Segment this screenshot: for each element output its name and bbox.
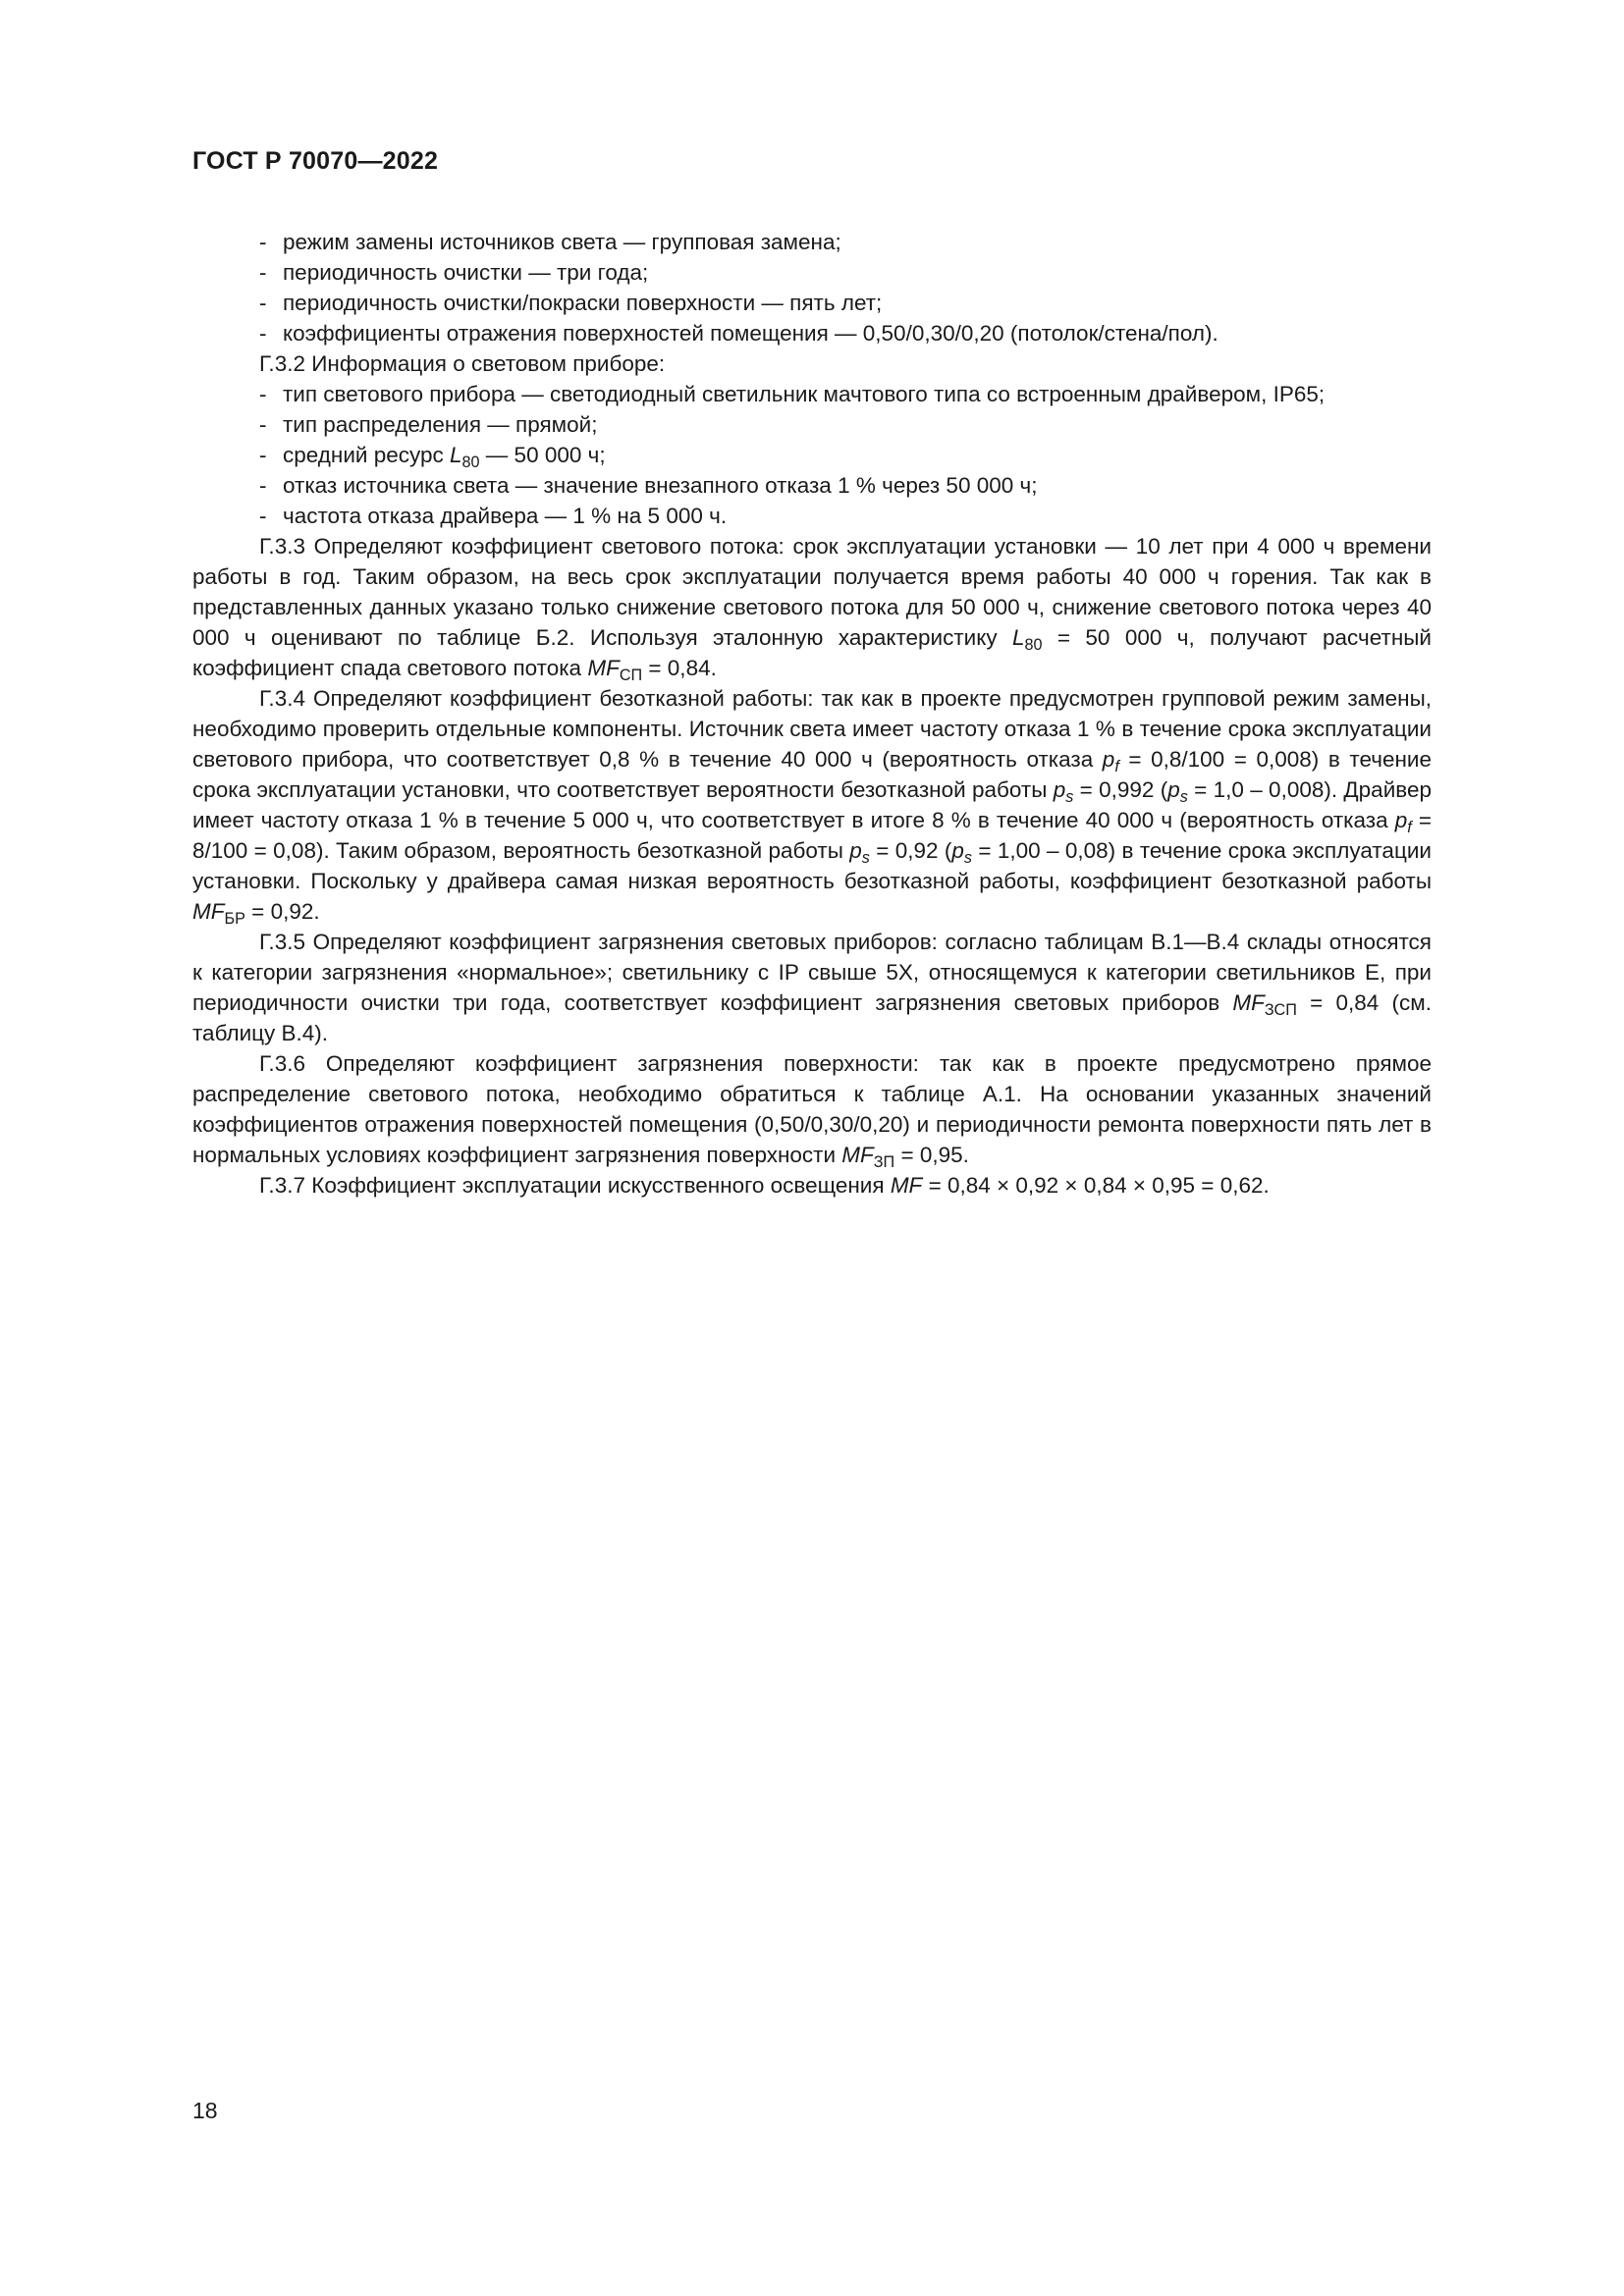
paragraph-g34: Г.3.4 Определяют коэффициент безотказной работы: так как в проекте предусмотрен групповой режим замены, необходимо проверить отдельные компоненты. Источник света имеет частоту отказа 1 % в течение срока эксплуатации светового прибора, что соответствует 0,8 % в течение 40 000 ч (вероятность отказа $p_f = 0,8/100 = 0,008$) в течение срока эксплуатации установки, что соответствует вероятности безотказной работы $p_s = 0,992$ $(p_s = 1,0 - 0,008)$. Драйвер имеет частоту отказа 1 % в течение 5 000 ч, что соответствует в итоге 8 % в течение 40 000 ч (вероятность отказа $p_f = 8/100 = 0,08$). Таким образом, вероятность безотказной работы $p_s = 0,92$ $(p_s = 1,00 - 0,08)$ в течение срока эксплуатации установки. Поскольку у драйвера самая низкая вероятность безотказной работы, коэффициент безотказной работы $MF_{БР} = 0,92$. [192,686,1432,928]
document-code-header: ГОСТ Р 70070—2022 [192,147,439,175]
paragraph-g36: Г.3.6 Определяют коэффициент загрязнения поверхности: так как в проекте предусмотрено прямое распределение светового потока, необходимо обратиться к таблице А.1. На основании указанных значений коэффициентов отражения поверхностей помещения (0,50/0,30/0,20) и периодичности ремонта поверхности пять лет в нормальных условиях коэффициент загрязнения поверхности $MF_{ЗП} = 0,95$. [192,1051,1432,1171]
list-item: - режим замены источников света — групповая замена; [259,230,841,254]
paragraph-g35: Г.3.5 Определяют коэффициент загрязнения световых приборов: согласно таблицам В.1—В.4 склады относятся к категории загрязнения «нормальное»; светильнику с IP свыше 5Х, относящемуся к категории светильников Е, при периодичности очистки три года, соответствует коэффициент загрязнения световых приборов $MF_{ЗСП} = 0,84$ (см. таблицу В.4). [192,930,1433,1045]
document-body [192,227,1432,1201]
page-number: 18 [192,2098,218,2123]
list-item: - отказ источника света — значение внезапного отказа 1 % через 50 000 ч; [259,473,1038,498]
paragraph-g37: Г.3.7 Коэффициент эксплуатации искусственного освещения MF = 0,84 × 0,92 × 0,84 × 0,95 = 0,62. [259,1173,1270,1198]
section-heading-g32: Г.3.2 Информация о световом приборе: [259,351,666,376]
list-item: - периодичность очистки — три года; [259,260,649,285]
list-item: - тип светового прибора — светодиодный светильник мачтового типа со встроенным драйвером, IP65; [259,382,1326,406]
list-item: - коэффициенты отражения поверхностей помещения — 0,50/0,30/0,20 (потолок/стена/пол). [259,321,1218,346]
list-item: - средний ресурс $L_{80}$ — 50 000 ч; [259,443,606,471]
list-item: - тип распределения — прямой; [259,412,598,437]
list-item: - периодичность очистки/покраски поверхности — пять лет; [259,291,883,315]
paragraph-g33: Г.3.3 Определяют коэффициент светового потока: срок эксплуатации установки — 10 лет при 4 000 ч времени работы в год. Таким образом, на весь срок эксплуатации получается время работы 40 000 ч горения. Так как в представленных данных указано только снижение светового потока для 50 000 ч, снижение светового потока через 40 000 ч оценивают по таблице Б.2. Используя эталонную характеристику $L_{80} = 50$ 000 ч, получают расчетный коэффициент спада светового потока $MF_{СП} = 0,84$. [192,534,1432,684]
list-item: - частота отказа драйвера — 1 % на 5 000 ч. [259,504,728,528]
